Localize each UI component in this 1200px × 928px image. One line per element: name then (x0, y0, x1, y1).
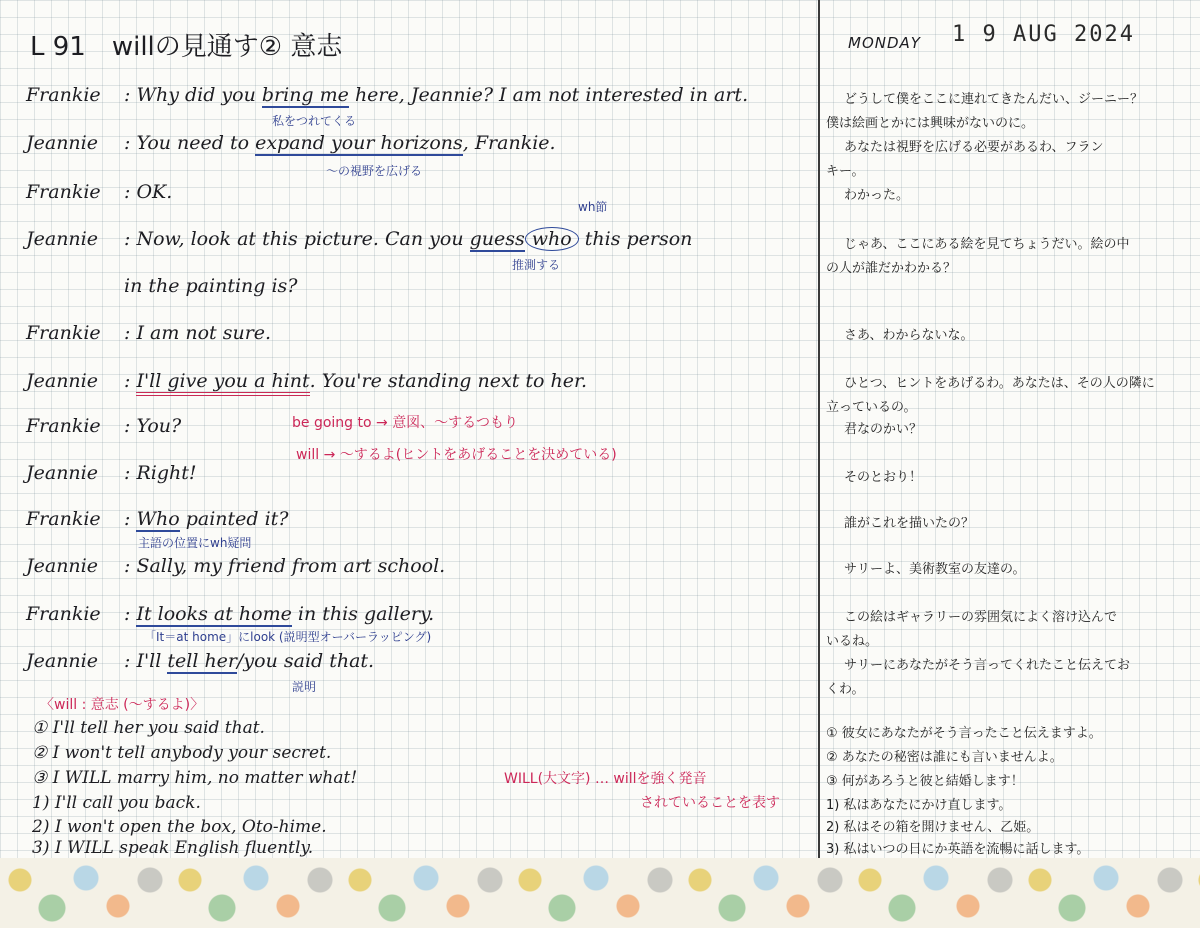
word-who: Who (136, 508, 180, 530)
translation-line: 君なのかい？ (844, 422, 923, 437)
dialogue-line-8: Frankie : You? (26, 415, 182, 437)
translation-line: いるね。 (826, 634, 879, 649)
dialogue-line-12: Frankie : It looks at home in this gallery. (26, 603, 435, 625)
phrase-bring-me: bring me (261, 84, 349, 106)
annotation-guess: 推測する (512, 258, 561, 272)
speaker: Jeannie (26, 650, 98, 672)
translation-line: 立っているの。 (826, 400, 917, 415)
translation-example: 2) 私はその箱を開けません、乙姫。 (826, 820, 1040, 835)
translation-line: キー。 (826, 164, 865, 179)
note-be-going-to: be going to → 意図、～するつもり (292, 415, 519, 431)
dialogue-line-7: Jeannie : I'll give you a hint. You're standing next to her. (26, 370, 587, 392)
dialogue-line-1: Frankie : Why did you bring me here, Jeannie? I am not interested in art. (26, 84, 749, 106)
example-3: ③ I WILL marry him, no matter what! (32, 768, 358, 788)
dialogue-line-9: Jeannie : Right! (26, 462, 197, 484)
translation-line: さあ、わからないな。 (844, 328, 974, 343)
translation-example: ② あなたの秘密は誰にも言いませんよ。 (826, 750, 1063, 765)
speaker: Jeannie (26, 370, 98, 392)
lesson-title: L 91 willの見通す② 意志 (30, 32, 343, 62)
circled-who: who (525, 227, 579, 251)
example-6: 3) I WILL speak English fluently. (32, 838, 314, 858)
weekday-label: MONDAY (848, 34, 921, 52)
phrase-tell-her: tell her (167, 650, 238, 672)
translation-line: ひとつ、ヒントをあげるわ。あなたは、その人の隣に (844, 376, 1155, 391)
speaker: Jeannie (26, 555, 98, 577)
translation-line: サリーよ、美術教室の友達の。 (844, 562, 1026, 577)
dialogue-line-11: Jeannie : Sally, my friend from art school. (26, 555, 446, 577)
example-5: 2) I won't open the box, Oto-hime. (32, 817, 327, 837)
speaker: Frankie (26, 415, 101, 437)
example-1: ① I'll tell her you said that. (32, 718, 265, 738)
annotation-overlapping: 「It＝at home」にlook (説明型オーバーラッピング) (144, 630, 432, 644)
phrase-looks-at-home: It looks at home (136, 603, 292, 625)
caps-note-line-2: されていることを表す (640, 795, 780, 811)
speaker: Jeannie (26, 228, 98, 250)
grammar-heading: 〈will : 意志 (～するよ)〉 (40, 697, 205, 713)
translation-line: 僕は絵画とかには興味がないのに。 (826, 116, 1035, 131)
speaker: Frankie (26, 181, 101, 203)
dialogue-line-10: Frankie : Who painted it? (26, 508, 289, 530)
speaker: Frankie (26, 84, 101, 106)
date-stamp: 1 9 AUG 2024 (952, 22, 1135, 47)
speaker: Jeannie (26, 132, 98, 154)
translation-line: この絵はギャラリーの雰囲気によく溶け込んで (844, 610, 1118, 625)
dialogue-line-3: Frankie : OK. (26, 181, 173, 203)
speaker: Frankie (26, 603, 101, 625)
speaker: Jeannie (26, 462, 98, 484)
example-4: 1) I'll call you back. (32, 793, 201, 813)
dialogue-line-2: Jeannie : You need to expand your horizons, Frankie. (26, 132, 556, 154)
speaker: Frankie (26, 322, 101, 344)
translation-line: そのとおり！ (844, 470, 923, 485)
page-divider (818, 0, 820, 858)
caps-note-line-1: WILL(大文字) … willを強く発音 (504, 771, 707, 787)
translation-example: ③ 何があろうと彼と結婚します！ (826, 774, 1024, 789)
phrase-expand-horizons: expand your horizons (255, 132, 463, 154)
translation-line: じゃあ、ここにある絵を見てちょうだい。絵の中 (844, 237, 1130, 252)
annotation-who-subject: 主語の位置にwh疑問 (138, 536, 252, 550)
translation-line: 誰がこれを描いたの？ (844, 516, 975, 531)
translation-line: の人が誰だかわかる？ (826, 261, 957, 276)
dialogue-line-13: Jeannie : I'll tell her/you said that. (26, 650, 375, 672)
washi-tape (0, 858, 1200, 928)
translation-example: ① 彼女にあなたがそう言ったこと伝えますよ。 (826, 726, 1102, 741)
dialogue-line-6: Frankie : I am not sure. (26, 322, 272, 344)
translation-line: わかった。 (844, 188, 910, 203)
annotation-wh-clause: wh節 (578, 200, 608, 214)
example-2: ② I won't tell anybody your secret. (32, 743, 332, 763)
translation-example: 3) 私はいつの日にか英語を流暢に話します。 (826, 842, 1090, 857)
translation-line: あなたは視野を広げる必要があるわ、フラン (844, 140, 1104, 155)
speaker: Frankie (26, 508, 101, 530)
translation-line: くわ。 (826, 682, 865, 697)
dialogue-line-5: in the painting is? (124, 275, 298, 297)
translation-line: どうして僕をここに連れてきたんだい、ジーニー？ (844, 92, 1144, 107)
note-will: will → ～するよ(ヒントをあげることを決めている) (296, 447, 617, 463)
translation-example: 1) 私はあなたにかけ直します。 (826, 798, 1012, 813)
phrase-give-hint: I'll give you a hint (136, 370, 309, 396)
word-guess: guess (469, 228, 525, 250)
translation-line: サリーにあなたがそう言ってくれたこと伝えてお (844, 658, 1131, 673)
annotation-bring-me: 私をつれてくる (272, 114, 357, 128)
dialogue-line-4: Jeannie : Now, look at this picture. Can you guess who this person (26, 228, 693, 250)
annotation-explain: 説明 (292, 680, 317, 694)
annotation-horizons: ～の視野を広げる (326, 164, 423, 178)
